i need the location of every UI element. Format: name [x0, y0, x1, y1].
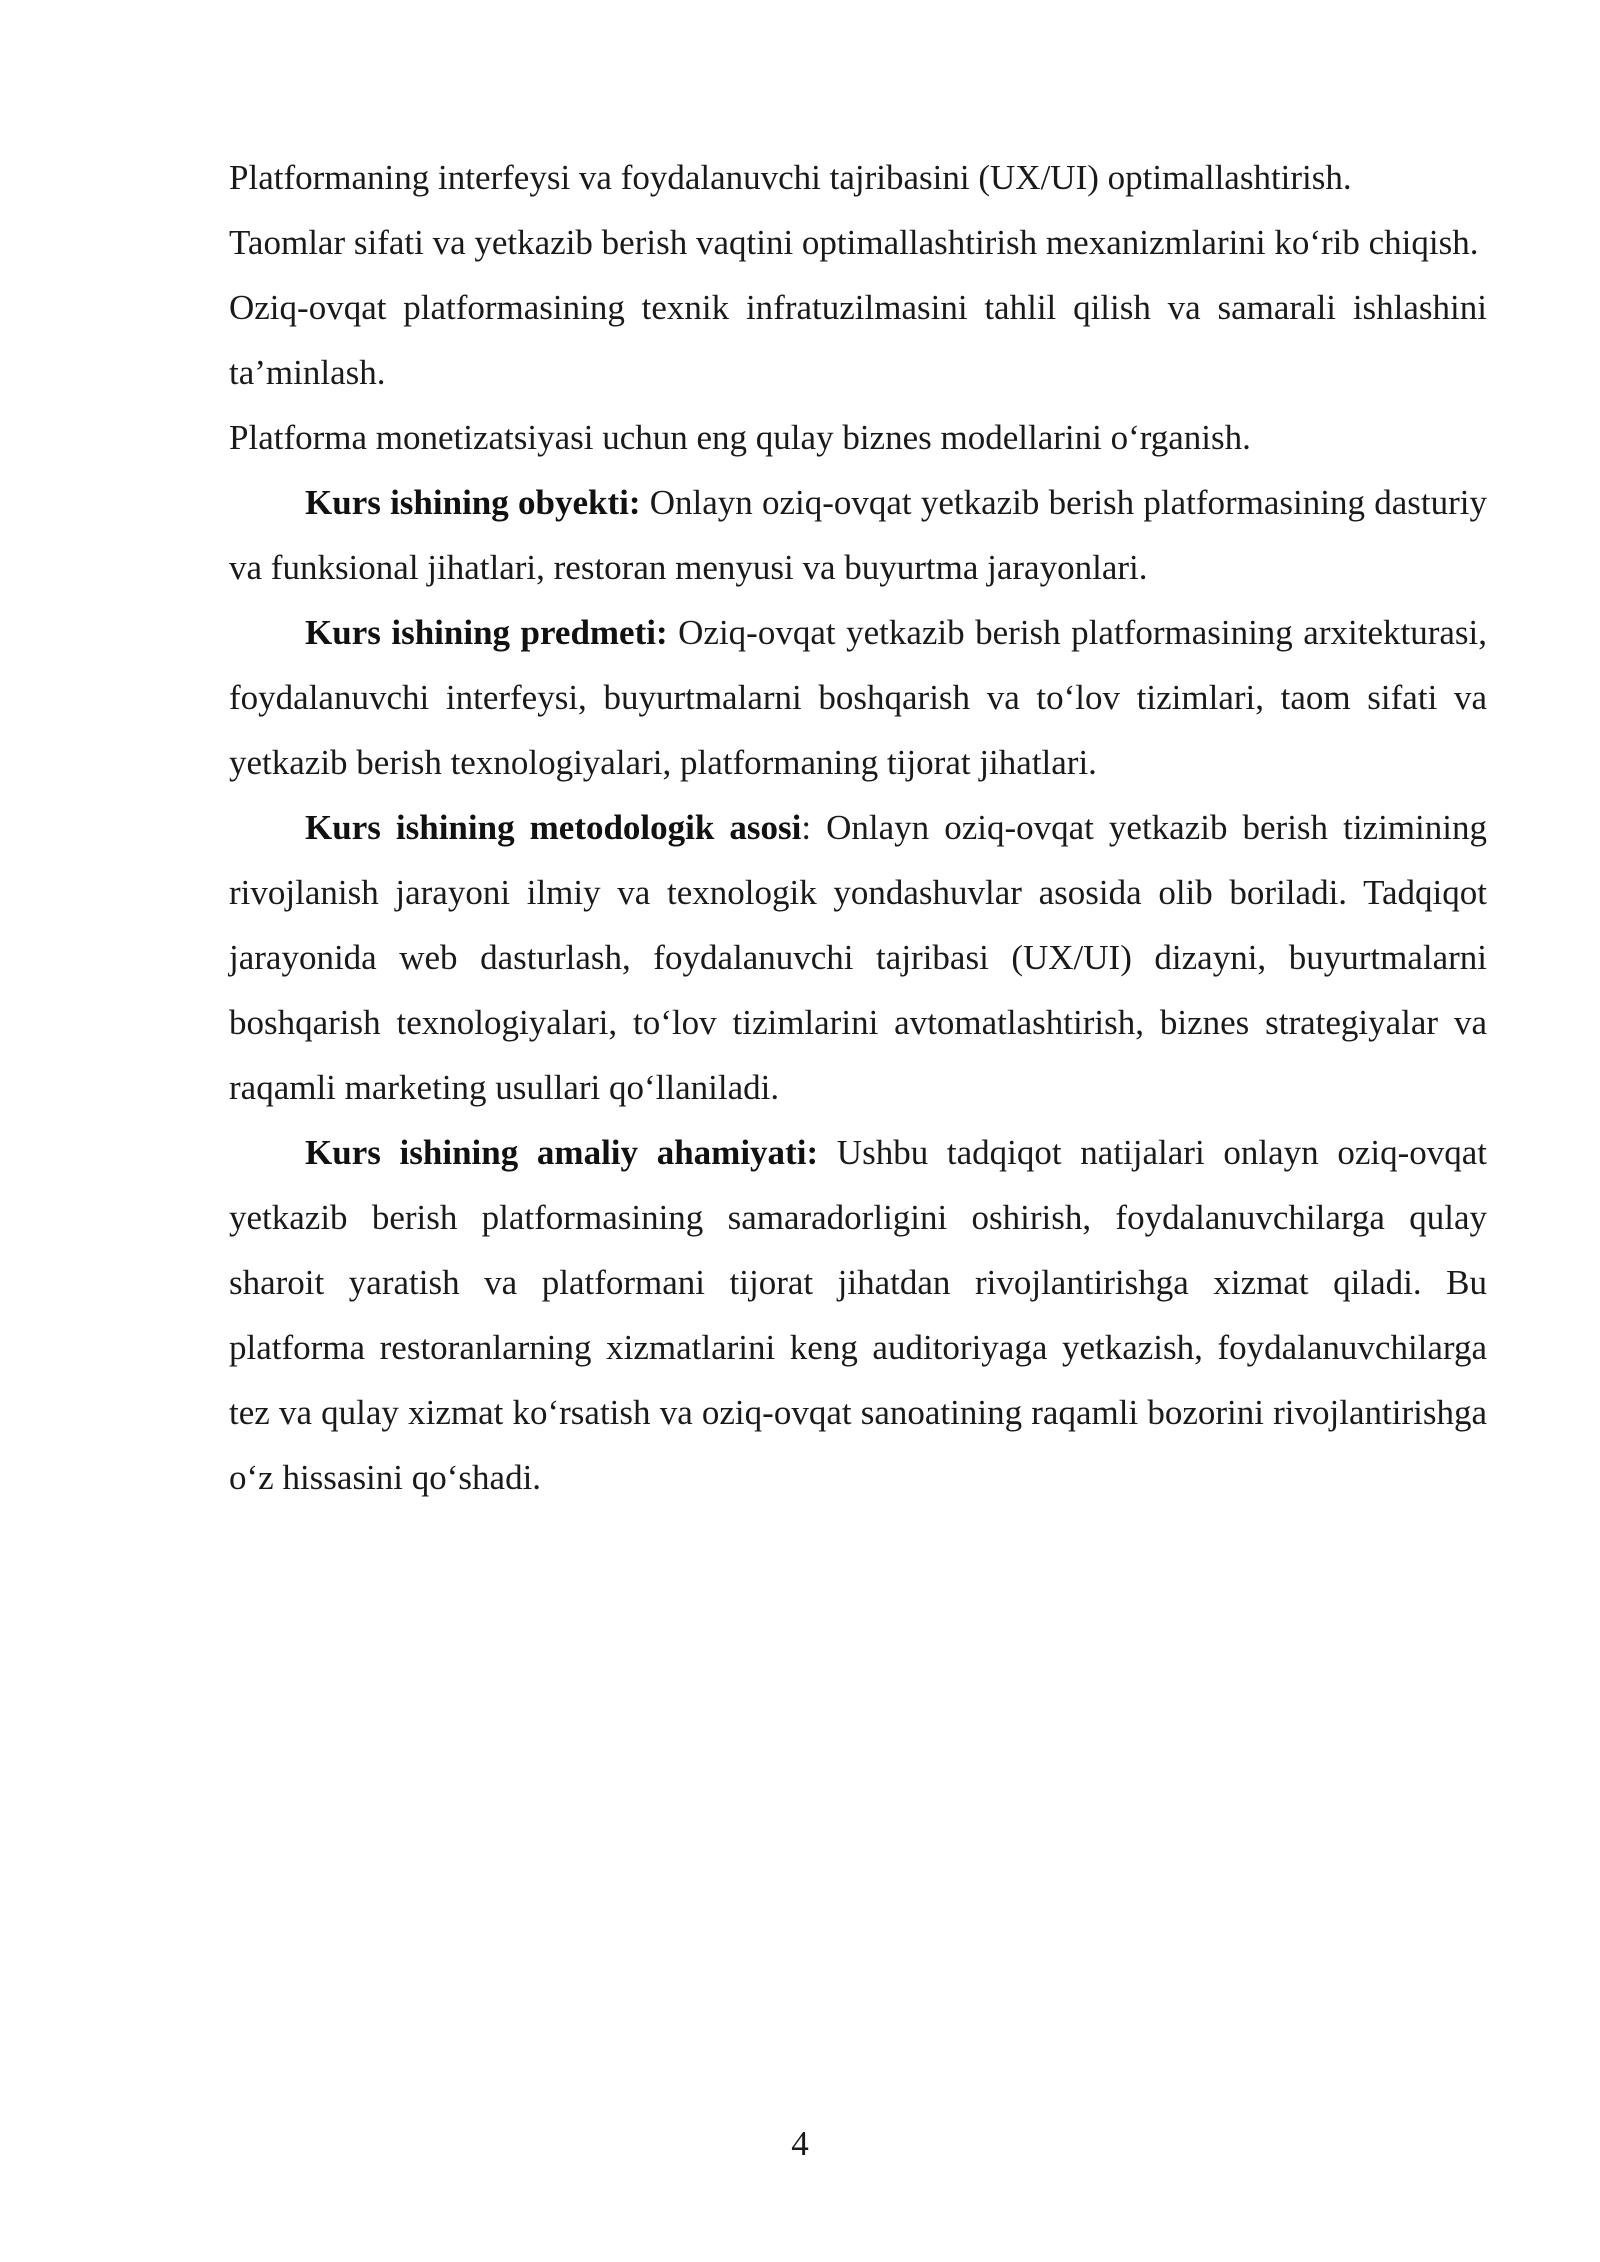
section-methodology	[229, 795, 1487, 1120]
section-heading: Kurs ishining amaliy ahamiyati:	[305, 1133, 819, 1172]
section-object	[229, 470, 1487, 600]
section-heading: Kurs ishining obyekti:	[305, 483, 641, 522]
section-heading: Kurs ishining predmeti:	[305, 613, 668, 652]
section-text: Oziq-ovqat yetkazib berish platformasining arxitekturasi, foydalanuvchi interfeysi, buyurtmalarni boshqarish va to‘lov tizimlari, taom sifati va yetkazib berish texnologiyalari, platformaning tijorat jihatlari.	[229, 613, 1487, 782]
list-item: Platforma monetizatsiyasi uchun eng qulay biznes modellarini o‘rganish.	[229, 418, 1251, 457]
section-text: Onlayn oziq-ovqat yetkazib berish platformasining dasturiy va funksional jihatlari, restoran menyusi va buyurtma jarayonlari.	[229, 483, 1487, 587]
document-page	[229, 145, 1487, 1510]
section-heading: Kurs ishining metodologik asosi	[305, 808, 802, 847]
section-text: : Onlayn oziq-ovqat yetkazib berish tizimining rivojlanish jarayoni ilmiy va texnologik yondashuvlar asosida olib boriladi. Tadqiqot jarayonida web dasturlash, foydalanuvchi tajribasi (UX/UI) dizayni, buyurtmalarni boshqarish texnologiyalari, to‘lov tizimlarini avtomatlashtirish, biznes strategiyalar va raqamli marketing usullari qo‘llaniladi.	[229, 808, 1487, 1107]
page-number: 4	[791, 2124, 809, 2163]
section-practical-significance	[229, 1120, 1487, 1510]
section-subject	[229, 600, 1487, 795]
list-item: Platformaning interfeysi va foydalanuvchi tajribasini (UX/UI) optimallashtirish.	[229, 158, 1352, 197]
list-item: Taomlar sifati va yetkazib berish vaqtini optimallashtirish mexanizmlarini ko‘rib chiqish.	[229, 223, 1479, 262]
list-item: Oziq-ovqat platformasining texnik infratuzilmasini tahlil qilish va samarali ishlashini ta’minlash.	[229, 288, 1487, 392]
section-text: Ushbu tadqiqot natijalari onlayn oziq-ovqat yetkazib berish platformasining samaradorligini oshirish, foydalanuvchilarga qulay sharoit yaratish va platformani tijorat jihatdan rivojlantirishga xizmat qiladi. Bu platforma restoranlarning xizmatlarini keng auditoriyaga yetkazish, foydalanuvchilarga tez va qulay xizmat ko‘rsatish va oziq-ovqat sanoatining raqamli bozorini rivojlantirishga o‘z hissasini qo‘shadi.	[229, 1133, 1487, 1497]
